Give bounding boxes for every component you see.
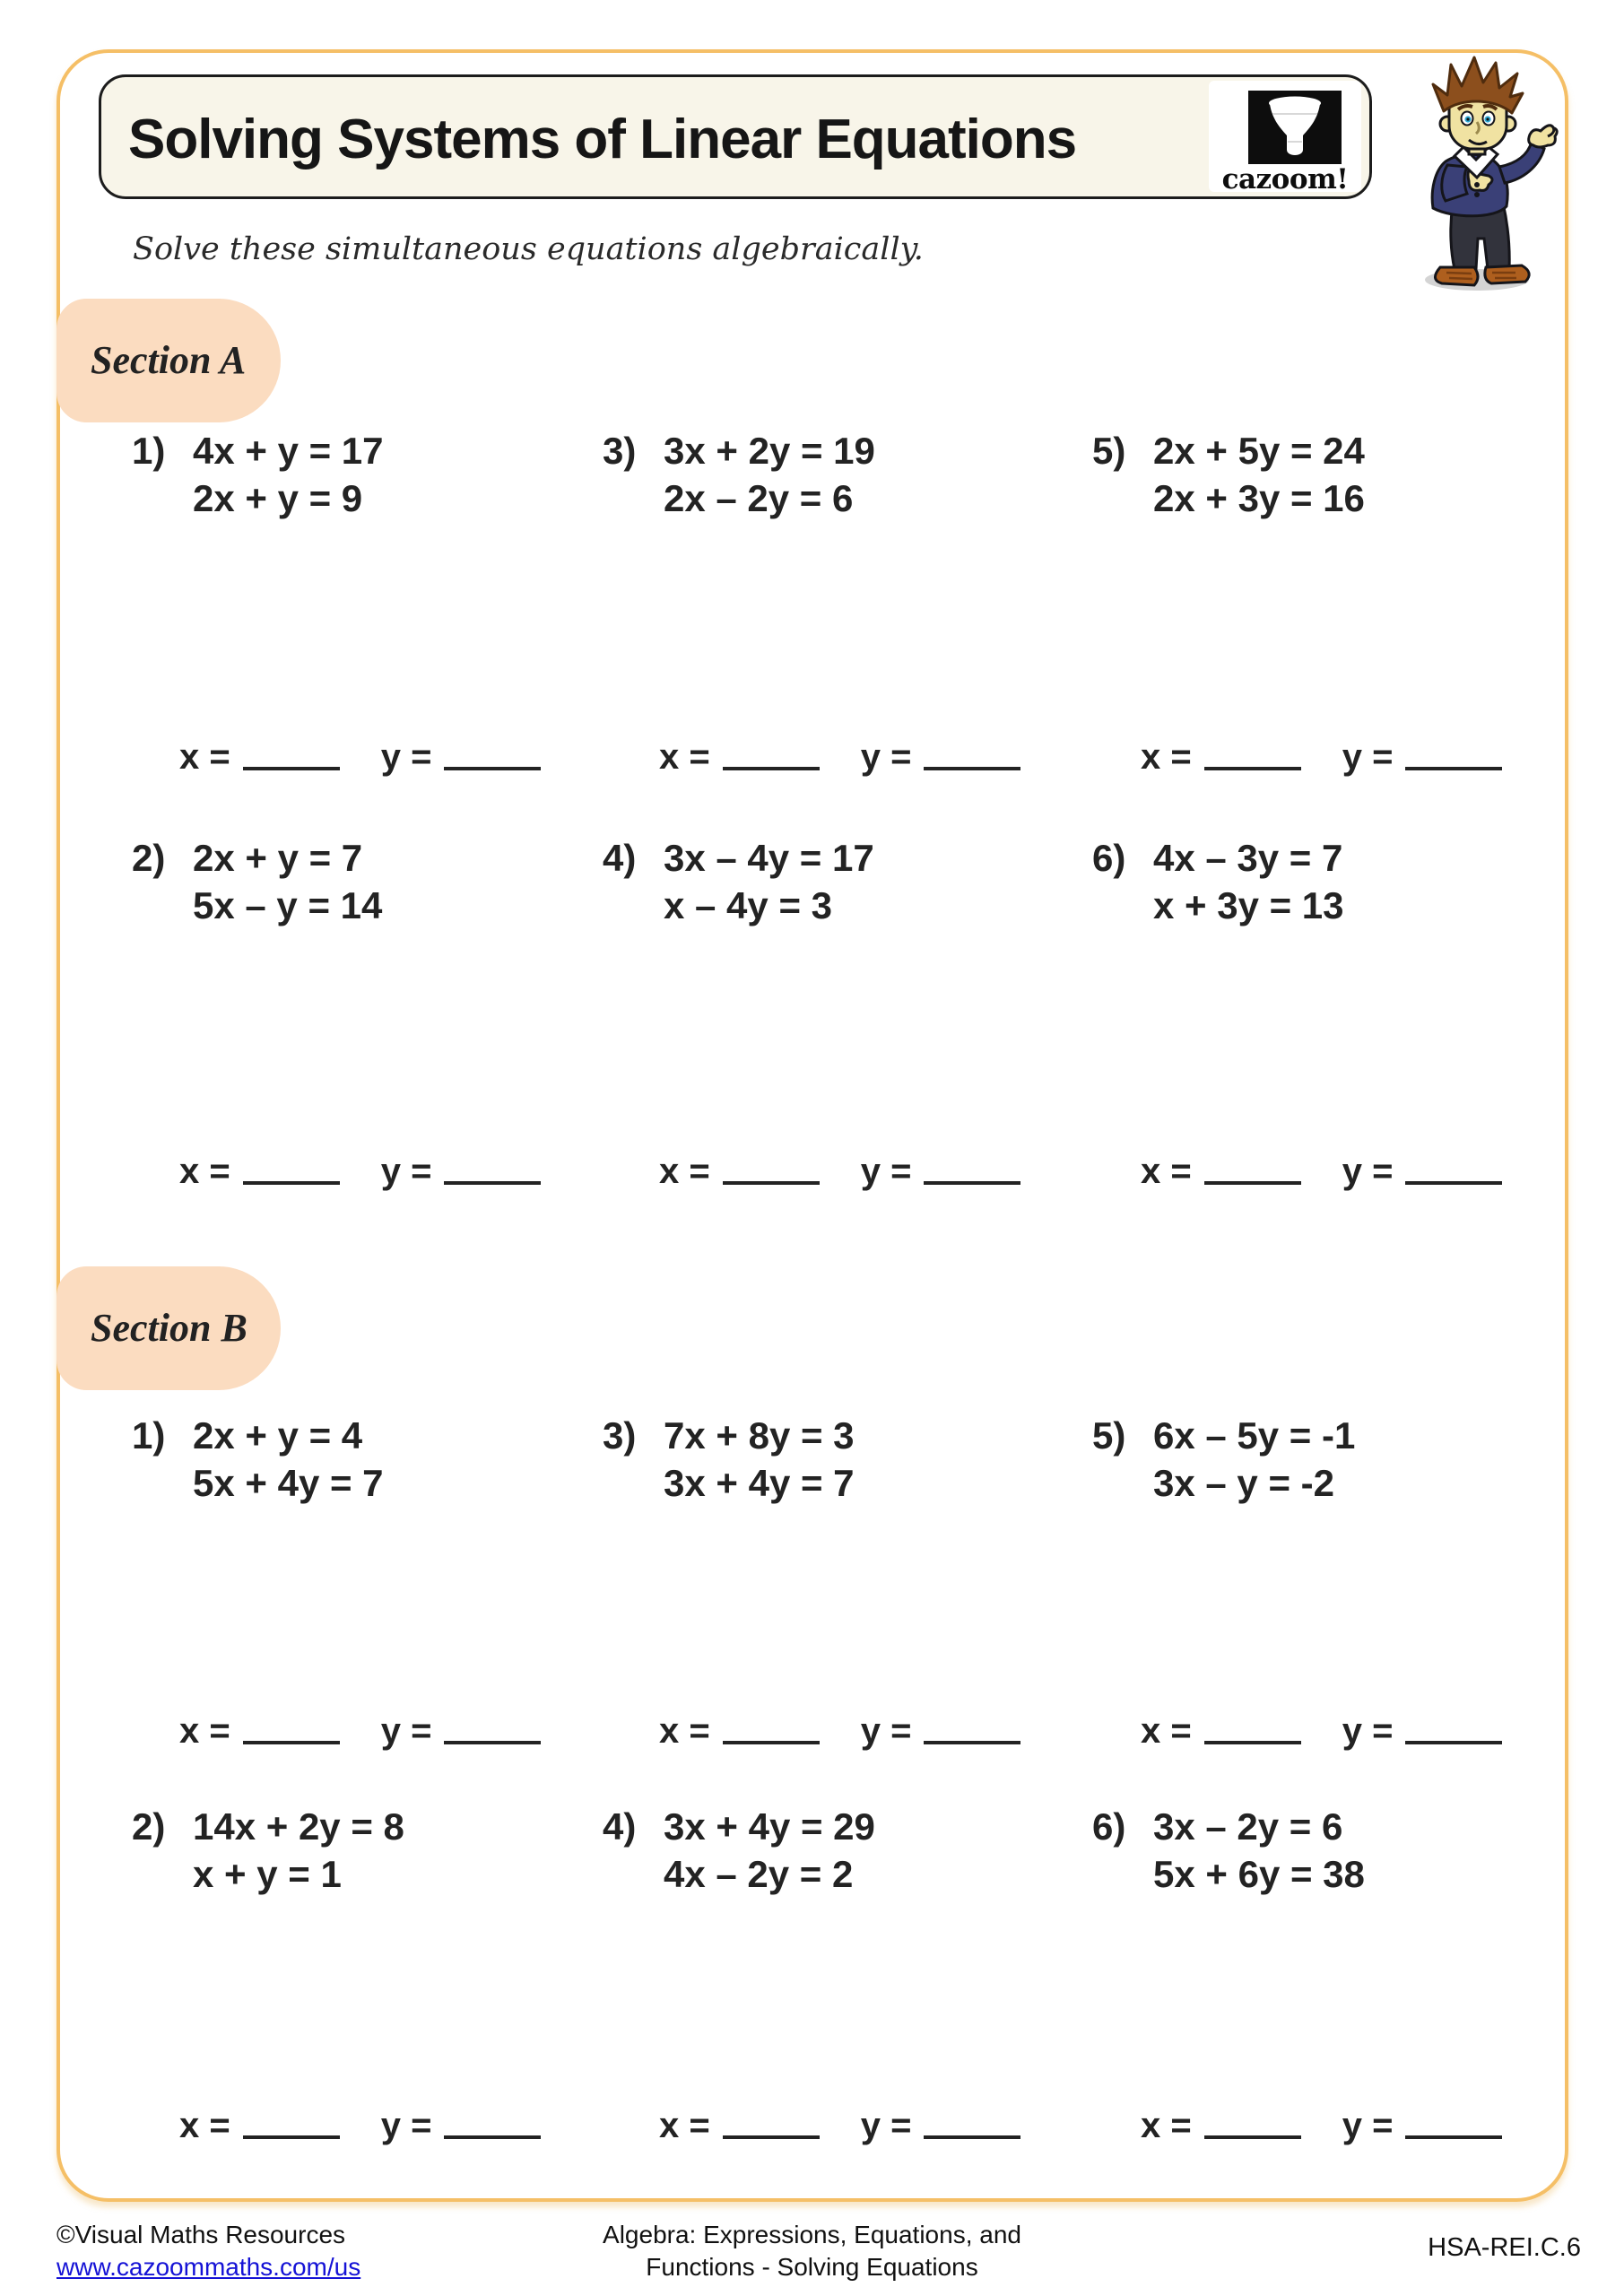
answer-line — [1141, 2108, 1502, 2144]
title-box — [99, 74, 1372, 199]
answer-x-label: x = — [659, 1152, 710, 1191]
logo-wordmark: cazoom! — [1221, 163, 1349, 196]
answer-line — [179, 2108, 541, 2144]
answer-x-label: x = — [179, 2106, 230, 2145]
equation-line-1: 6x – 5y = -1 — [1153, 1414, 1356, 1457]
problem-b1 — [132, 1412, 384, 1507]
page-title: Solving Systems of Linear Equations — [128, 109, 1077, 170]
answer-blank-y — [1405, 2135, 1502, 2139]
equation-line-2: 3x + 4y = 7 — [664, 1462, 855, 1504]
answer-blank-x — [1204, 2135, 1301, 2139]
problem-number: 3) — [603, 430, 637, 472]
answer-blank-x — [723, 1741, 820, 1744]
equation-line-2: 5x + 6y = 38 — [1153, 1853, 1365, 1895]
answer-line — [659, 1153, 1020, 1189]
answer-blank-x — [243, 767, 340, 770]
answer-line — [1141, 1713, 1502, 1749]
section-a-label: Section A — [91, 338, 247, 382]
problem-number: 5) — [1092, 430, 1126, 472]
footer-standard-code: HSA-REI.C.6 — [1428, 2233, 1581, 2262]
answer-blank-y — [444, 1181, 541, 1185]
problem-b3 — [603, 1412, 855, 1507]
footer-website-link[interactable]: www.cazoommaths.com/us — [56, 2253, 361, 2281]
answer-line — [659, 739, 1020, 775]
answer-blank-x — [243, 1741, 340, 1744]
answer-y-label: y = — [380, 1152, 432, 1191]
problem-number: 4) — [603, 1805, 637, 1848]
answer-y-label: y = — [1342, 1152, 1394, 1191]
problem-a4 — [603, 834, 874, 929]
answer-x-label: x = — [1141, 1711, 1192, 1751]
equation-line-1: 3x – 4y = 17 — [664, 837, 874, 879]
answer-y-label: y = — [860, 737, 912, 777]
answer-line — [659, 1713, 1020, 1749]
footer-category — [603, 2219, 1021, 2283]
problem-number: 6) — [1092, 1805, 1126, 1848]
problem-b6 — [1092, 1803, 1365, 1898]
problem-number: 5) — [1092, 1414, 1126, 1457]
answer-y-label: y = — [1342, 2106, 1394, 2145]
equation-line-2: 5x + 4y = 7 — [193, 1462, 384, 1504]
answer-line — [659, 2108, 1020, 2144]
equation-line-1: 2x + y = 7 — [193, 837, 363, 879]
answer-y-label: y = — [380, 1711, 432, 1751]
answer-y-label: y = — [860, 2106, 912, 2145]
equation-line-1: 4x + y = 17 — [193, 430, 384, 472]
problem-b4 — [603, 1803, 875, 1898]
answer-blank-x — [243, 2135, 340, 2139]
answer-blank-x — [1204, 1181, 1301, 1185]
equation-line-1: 2x + y = 4 — [193, 1414, 363, 1457]
answer-y-label: y = — [1342, 737, 1394, 777]
equation-line-1: 4x – 3y = 7 — [1153, 837, 1343, 879]
answer-blank-y — [1405, 767, 1502, 770]
equation-line-2: x + 3y = 13 — [1153, 884, 1344, 926]
answer-x-label: x = — [659, 737, 710, 777]
answer-y-label: y = — [860, 1152, 912, 1191]
equation-line-1: 14x + 2y = 8 — [193, 1805, 404, 1848]
answer-blank-y — [444, 1741, 541, 1744]
equation-line-2: 5x – y = 14 — [193, 884, 383, 926]
problem-number: 6) — [1092, 837, 1126, 879]
problem-number: 1) — [132, 1414, 166, 1457]
equation-line-1: 7x + 8y = 3 — [664, 1414, 855, 1457]
problem-a6 — [1092, 834, 1344, 929]
problem-b2 — [132, 1803, 404, 1898]
equation-line-2: 2x + y = 9 — [193, 477, 363, 519]
footer-category-line1: Algebra: Expressions, Equations, and — [603, 2221, 1021, 2248]
answer-blank-y — [924, 767, 1020, 770]
problem-number: 1) — [132, 430, 166, 472]
equation-line-2: 2x + 3y = 16 — [1153, 477, 1365, 519]
equation-line-1: 3x + 2y = 19 — [664, 430, 875, 472]
answer-line — [179, 739, 541, 775]
answer-blank-x — [1204, 767, 1301, 770]
answer-blank-x — [243, 1181, 340, 1185]
problem-a5 — [1092, 427, 1365, 522]
problem-a3 — [603, 427, 875, 522]
answer-blank-x — [723, 2135, 820, 2139]
answer-x-label: x = — [1141, 737, 1192, 777]
answer-x-label: x = — [179, 1711, 230, 1751]
answer-y-label: y = — [860, 1711, 912, 1751]
answer-blank-y — [924, 1181, 1020, 1185]
problem-a1 — [132, 427, 384, 522]
answer-blank-y — [1405, 1181, 1502, 1185]
answer-x-label: x = — [179, 737, 230, 777]
problem-b5 — [1092, 1412, 1355, 1507]
drum-icon — [1248, 91, 1342, 164]
footer-left — [56, 2219, 360, 2283]
problem-a2 — [132, 834, 382, 929]
equation-line-1: 3x + 4y = 29 — [664, 1805, 875, 1848]
section-a-badge — [56, 299, 281, 422]
problem-number: 3) — [603, 1414, 637, 1457]
answer-y-label: y = — [380, 737, 432, 777]
problem-number: 4) — [603, 837, 637, 879]
equation-line-2: 2x – 2y = 6 — [664, 477, 854, 519]
answer-blank-x — [723, 1181, 820, 1185]
section-b-badge — [56, 1266, 281, 1390]
answer-blank-x — [1204, 1741, 1301, 1744]
answer-blank-y — [924, 1741, 1020, 1744]
answer-blank-y — [1405, 1741, 1502, 1744]
equation-line-2: x + y = 1 — [193, 1853, 342, 1895]
answer-x-label: x = — [1141, 2106, 1192, 2145]
answer-y-label: y = — [380, 2106, 432, 2145]
answer-line — [1141, 1153, 1502, 1189]
answer-blank-y — [444, 767, 541, 770]
problem-number: 2) — [132, 837, 166, 879]
section-b-label: Section B — [91, 1306, 248, 1350]
answer-x-label: x = — [659, 1711, 710, 1751]
footer-category-line2: Functions - Solving Equations — [646, 2253, 978, 2281]
mascot-boy-icon — [1390, 54, 1569, 300]
equation-line-2: 3x – y = -2 — [1153, 1462, 1334, 1504]
answer-line — [1141, 739, 1502, 775]
answer-blank-y — [924, 2135, 1020, 2139]
answer-blank-y — [444, 2135, 541, 2139]
answer-y-label: y = — [1342, 1711, 1394, 1751]
answer-blank-x — [723, 767, 820, 770]
instructions-text: Solve these simultaneous equations algebraically. — [133, 231, 924, 267]
footer-copyright: ©Visual Maths Resources — [56, 2221, 346, 2248]
equation-line-1: 3x – 2y = 6 — [1153, 1805, 1343, 1848]
answer-x-label: x = — [659, 2106, 710, 2145]
equation-line-1: 2x + 5y = 24 — [1153, 430, 1365, 472]
equation-line-2: x – 4y = 3 — [664, 884, 832, 926]
equation-line-2: 4x – 2y = 2 — [664, 1853, 854, 1895]
problem-number: 2) — [132, 1805, 166, 1848]
answer-x-label: x = — [179, 1152, 230, 1191]
answer-line — [179, 1153, 541, 1189]
answer-x-label: x = — [1141, 1152, 1192, 1191]
answer-line — [179, 1713, 541, 1749]
